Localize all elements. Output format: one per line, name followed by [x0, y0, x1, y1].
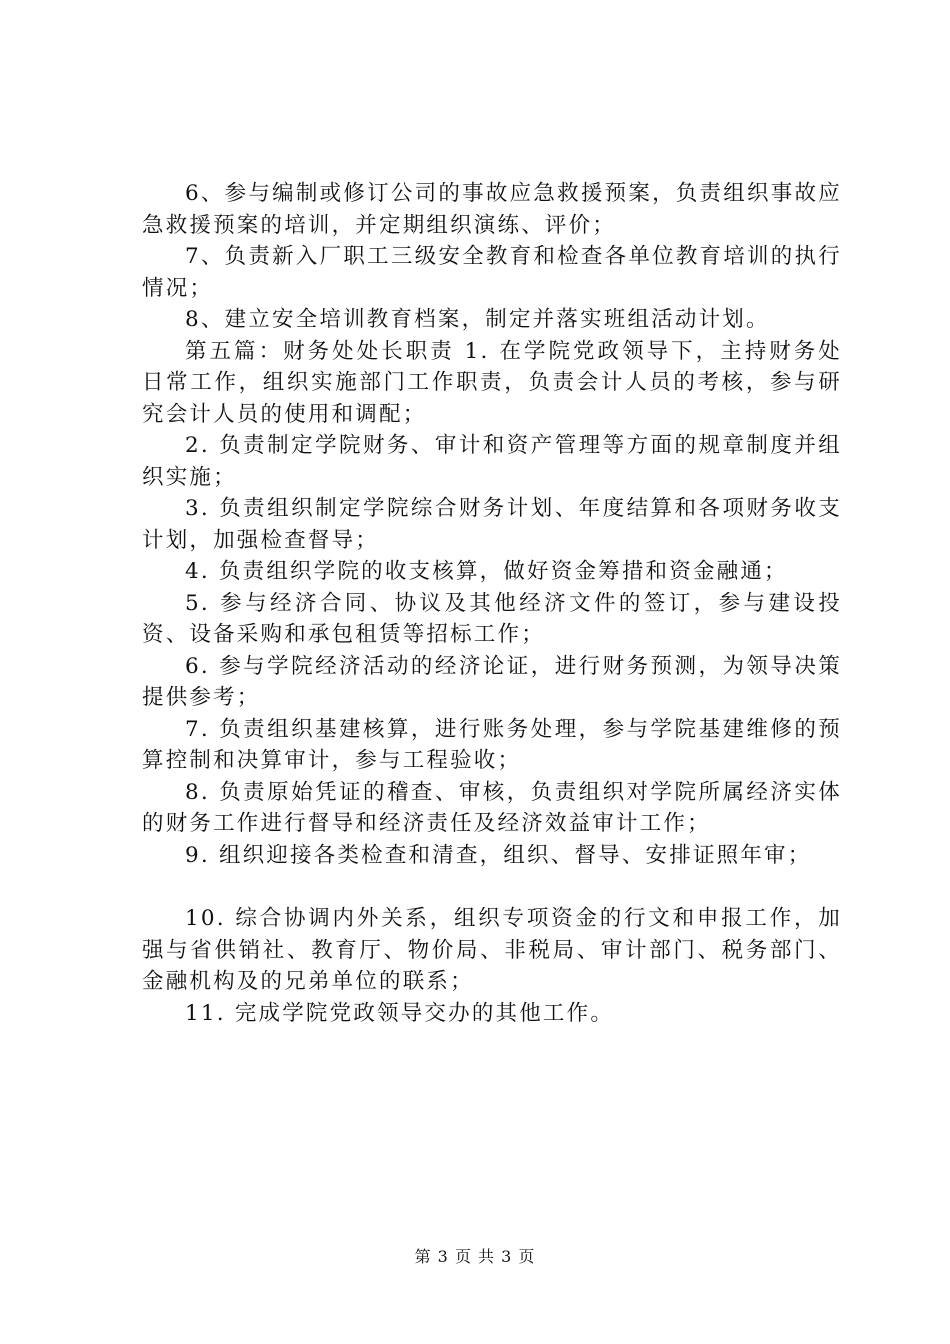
duty-item-11: 11. 完成学院党政领导交办的其他工作。 [185, 1000, 615, 1026]
duty-item-4: 4. 负责组织学院的收支核算，做好资金筹措和资金融通； [185, 559, 788, 584]
duty-item-7: 7. 负责组织基建核算，进行账务处理，参与学院基建维修的预算控制和决算审计，参与工程验收； [142, 716, 842, 773]
duty-item-9: 9. 组织迎接各类检查和清查，组织、督导、安排证照年审； [185, 842, 812, 868]
duty-item-10: 10. 综合协调内外关系，组织专项资金的行文和申报工作，加强与省供销社、教育厅、物价局、非税局、审计部门、税务部门、金融机构及的兄弟单位的联系； [142, 906, 842, 994]
duty-item-6: 6. 参与学院经济活动的经济论证，进行财务预测，为领导决策提供参考； [142, 653, 842, 710]
document-body [142, 178, 842, 1029]
paragraph-item-7: 7、负责新入厂职工三级安全教育和检查各单位教育培训的执行情况； [142, 244, 842, 301]
duty-item-8: 8. 负责原始凭证的稽查、审核，负责组织对学院所属经济实体的财务工作进行督导和经济责任及经济效益审计工作； [142, 779, 842, 836]
duty-item-3: 3. 负责组织制定学院综合财务计划、年度结算和各项财务收支计划，加强检查督导； [142, 496, 842, 553]
paragraph-item-8: 8、建立安全培训教育档案，制定并落实班组活动计划。 [185, 307, 770, 332]
section-heading-paragraph: 第五篇：财务处处长职责 1. 在学院党政领导下，主持财务处日常工作，组织实施部门工作职责，负责会计人员的考核，参与研究会计人员的使用和调配； [142, 338, 842, 427]
duty-item-5: 5. 参与经济合同、协议及其他经济文件的签订，参与建设投资、设备采购和承包租赁等招标工作； [142, 590, 842, 647]
paragraph-item-6: 6、参与编制或修订公司的事故应急救援预案，负责组织事故应急救援预案的培训，并定期组织演练、评价； [142, 181, 842, 238]
page-number-footer: 第 3 页 共 3 页 [414, 1247, 536, 1266]
duty-item-2: 2. 负责制定学院财务、审计和资产管理等方面的规章制度并组织实施； [142, 433, 842, 490]
